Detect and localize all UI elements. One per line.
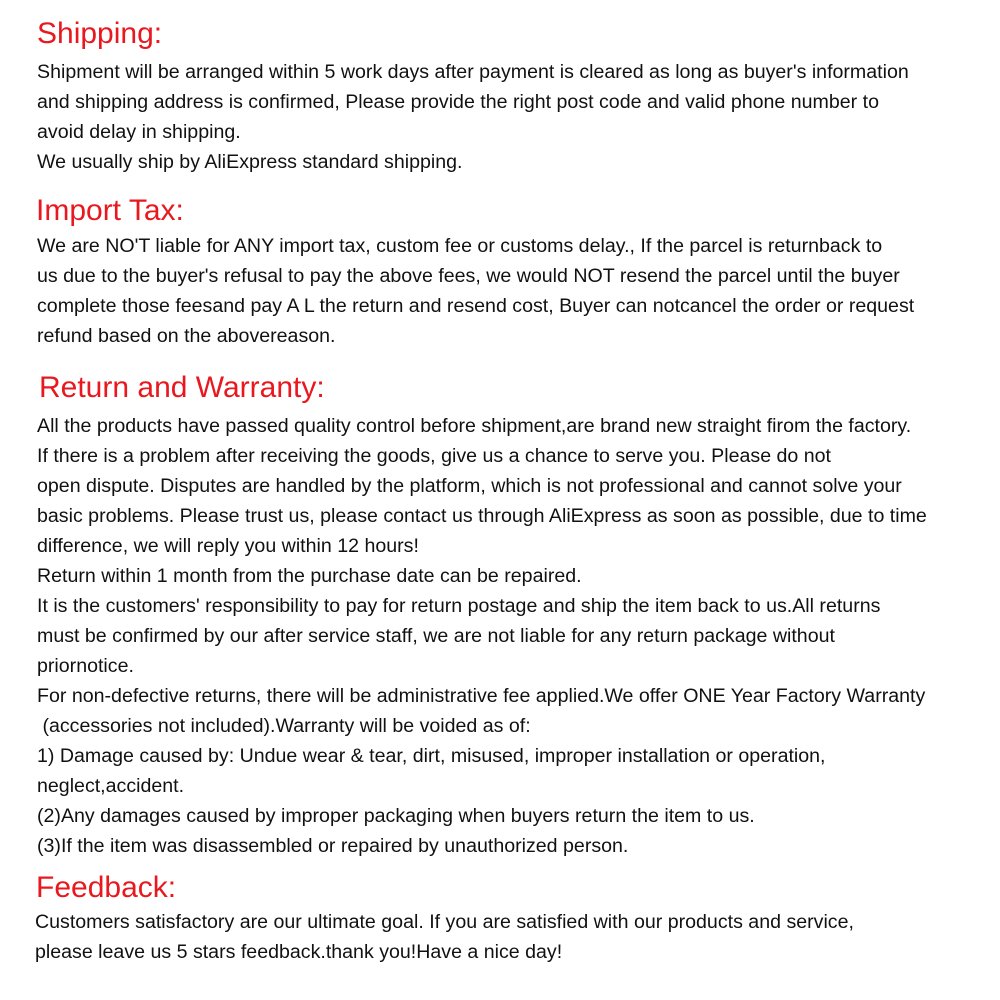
return-warranty-line: (3)If the item was disassembled or repaired by unauthorized person. bbox=[37, 835, 629, 857]
return-warranty-line: For non-defective returns, there will be administrative fee applied.We offer ONE Year Factory Warranty bbox=[37, 685, 926, 707]
shipping-line: avoid delay in shipping. bbox=[37, 121, 241, 143]
import-tax-line: refund based on the abovereason. bbox=[37, 325, 336, 347]
shipping-line: We usually ship by AliExpress standard shipping. bbox=[37, 151, 463, 173]
import-tax-heading: Import Tax: bbox=[36, 194, 184, 227]
import-tax-line: We are NO'T liable for ANY import tax, custom fee or customs delay., If the parcel is returnback to bbox=[37, 235, 883, 257]
import-tax-line: complete those feesand pay A L the return and resend cost, Buyer can notcancel the order or request bbox=[37, 295, 915, 317]
return-warranty-line: priornotice. bbox=[37, 655, 134, 677]
return-warranty-line: (accessories not included).Warranty will be voided as of: bbox=[37, 715, 531, 737]
return-warranty-line: It is the customers' responsibility to pay for return postage and ship the item back to us.All returns bbox=[37, 595, 881, 617]
return-warranty-line: (2)Any damages caused by improper packaging when buyers return the item to us. bbox=[37, 805, 755, 827]
feedback-line: Customers satisfactory are our ultimate goal. If you are satisfied with our products and service, bbox=[35, 911, 854, 933]
return-warranty-line: difference, we will reply you within 12 hours! bbox=[37, 535, 419, 557]
return-warranty-line: open dispute. Disputes are handled by the platform, which is not professional and cannot solve your bbox=[37, 475, 902, 497]
return-warranty-line: must be confirmed by our after service staff, we are not liable for any return package without bbox=[37, 625, 835, 647]
shipping-line: Shipment will be arranged within 5 work days after payment is cleared as long as buyer's information bbox=[37, 61, 909, 83]
return-warranty-line: All the products have passed quality control before shipment,are brand new straight firom the factory. bbox=[37, 415, 912, 437]
shipping-heading: Shipping: bbox=[37, 17, 163, 50]
return-warranty-line: neglect,accident. bbox=[37, 775, 185, 797]
import-tax-line: us due to the buyer's refusal to pay the above fees, we would NOT resend the parcel until the buyer bbox=[37, 265, 900, 287]
shipping-line: and shipping address is confirmed, Please provide the right post code and valid phone number to bbox=[37, 91, 879, 113]
return-warranty-heading: Return and Warranty: bbox=[39, 371, 325, 404]
feedback-line: please leave us 5 stars feedback.thank you!Have a nice day! bbox=[35, 941, 563, 963]
return-warranty-line: basic problems. Please trust us, please contact us through AliExpress as soon as possible, due to time bbox=[37, 505, 927, 527]
feedback-heading: Feedback: bbox=[36, 871, 177, 904]
return-warranty-line: Return within 1 month from the purchase date can be repaired. bbox=[37, 565, 582, 587]
return-warranty-line: 1) Damage caused by: Undue wear & tear, dirt, misused, improper installation or operation, bbox=[37, 745, 826, 767]
return-warranty-line: If there is a problem after receiving the goods, give us a chance to serve you. Please do not bbox=[37, 445, 832, 467]
